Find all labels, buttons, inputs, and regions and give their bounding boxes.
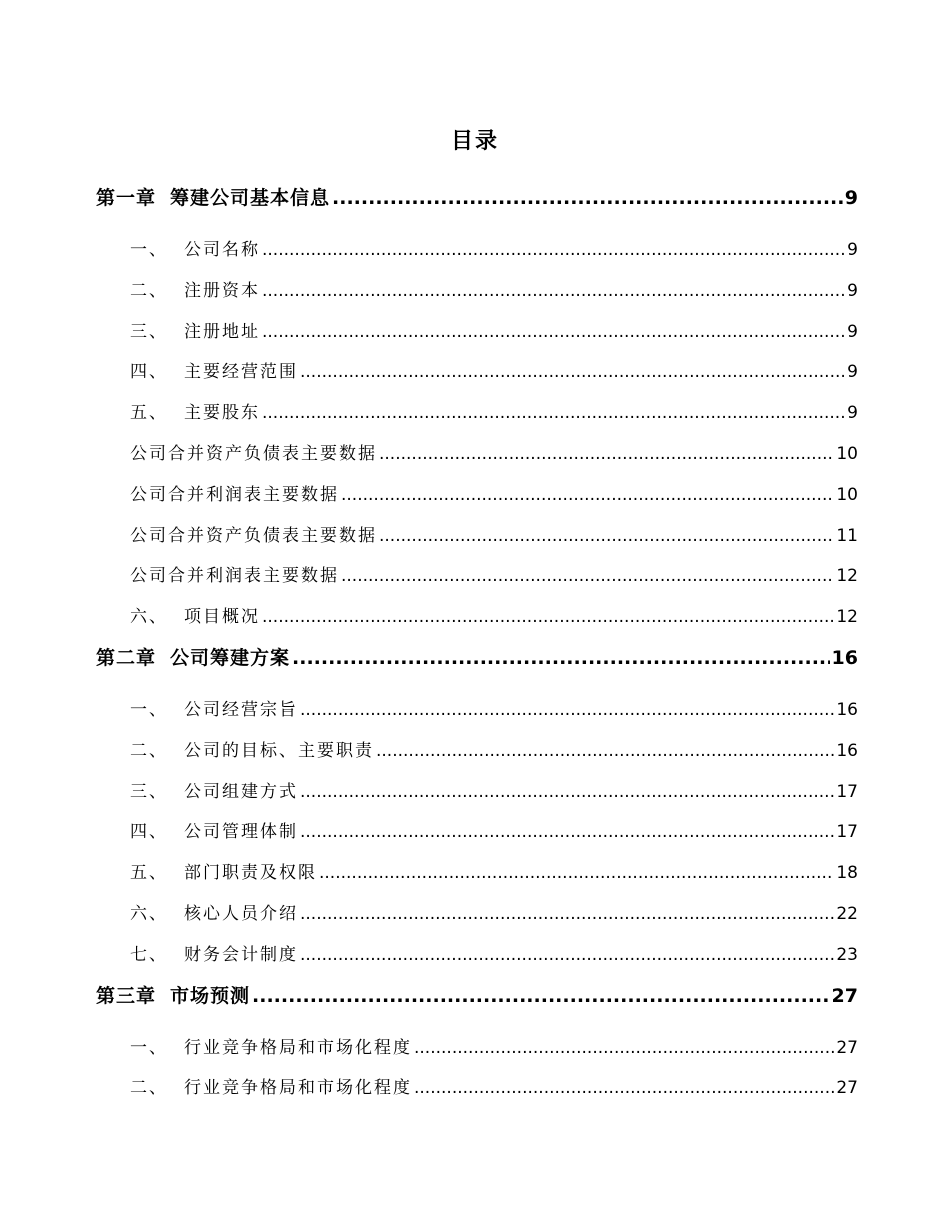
page-number: 12 <box>836 607 858 628</box>
page-number: 18 <box>836 863 858 884</box>
dot-leader <box>262 312 845 353</box>
section-number: 七、 <box>130 944 168 965</box>
chapter-number: 第一章 <box>96 187 157 209</box>
section-title: 财务会计制度 <box>184 944 298 965</box>
toc-section-entry[interactable] <box>96 434 858 475</box>
dot-leader <box>262 271 845 312</box>
toc-entry-label <box>130 772 298 813</box>
section-number: 六、 <box>130 903 168 924</box>
toc-entry-label <box>130 312 260 353</box>
section-number: 二、 <box>130 740 168 761</box>
page-number: 10 <box>836 443 858 464</box>
section-number: 二、 <box>130 280 168 301</box>
section-title: 公司合并资产负债表主要数据 <box>130 443 377 464</box>
toc-section-entry[interactable] <box>96 731 858 772</box>
toc-section-entry[interactable] <box>96 772 858 813</box>
page-number: 9 <box>847 280 858 301</box>
section-number: 五、 <box>130 403 168 424</box>
toc-chapter-entry[interactable] <box>96 178 858 218</box>
toc-entry-label <box>130 894 298 935</box>
page-number: 22 <box>836 903 858 924</box>
page-number: 16 <box>831 646 858 669</box>
toc-section-entry[interactable] <box>96 352 858 393</box>
toc-entry-label <box>96 178 330 218</box>
section-number: 二、 <box>130 1078 168 1099</box>
toc-entry-label <box>130 516 377 557</box>
page-number: 16 <box>836 699 858 720</box>
toc-section-entry[interactable] <box>96 312 858 353</box>
dot-leader <box>300 935 834 976</box>
toc-section-entry[interactable] <box>96 1028 858 1069</box>
toc-section-entry[interactable] <box>96 230 858 271</box>
toc-entry-label <box>130 475 339 516</box>
toc-entry-label <box>130 812 298 853</box>
toc-section-entry[interactable] <box>96 556 858 597</box>
toc-entry-label <box>130 853 317 894</box>
page-number: 12 <box>836 566 858 587</box>
toc-section-entry[interactable] <box>96 475 858 516</box>
page-number: 9 <box>844 187 858 209</box>
section-title: 公司合并利润表主要数据 <box>130 566 339 587</box>
dot-leader <box>300 352 845 393</box>
dot-leader <box>379 516 834 557</box>
page-number: 9 <box>847 321 858 342</box>
dot-leader <box>262 230 845 271</box>
section-title: 部门职责及权限 <box>184 863 317 884</box>
section-title: 行业竞争格局和市场化程度 <box>184 1078 412 1099</box>
dot-leader <box>379 434 834 475</box>
section-number: 三、 <box>130 321 168 342</box>
page-number: 11 <box>836 525 858 546</box>
dot-leader <box>292 638 830 678</box>
toc-entry-label <box>130 731 374 772</box>
toc-entry-label <box>130 690 298 731</box>
section-number: 六、 <box>130 607 168 628</box>
page-number: 27 <box>836 1037 858 1058</box>
chapter-title: 市场预测 <box>170 984 251 1007</box>
dot-leader <box>341 556 834 597</box>
dot-leader <box>252 976 830 1016</box>
section-number: 三、 <box>130 781 168 802</box>
section-title: 公司名称 <box>184 240 260 260</box>
page-number: 27 <box>836 1078 858 1099</box>
toc-entry-label <box>96 638 290 678</box>
toc-chapter-entry[interactable] <box>96 638 858 678</box>
page-number: 16 <box>836 740 858 761</box>
toc-entry-label <box>130 434 377 475</box>
toc-entry-label <box>130 393 260 434</box>
section-number: 五、 <box>130 863 168 884</box>
page-number: 9 <box>847 240 858 260</box>
section-title: 注册资本 <box>184 280 260 301</box>
toc-section-entry[interactable] <box>96 690 858 731</box>
table-of-contents <box>96 178 858 1109</box>
section-title: 核心人员介绍 <box>184 903 298 924</box>
dot-leader <box>300 812 834 853</box>
dot-leader <box>319 853 834 894</box>
section-title: 项目概况 <box>184 607 260 628</box>
dot-leader <box>414 1028 834 1069</box>
chapter-number: 第三章 <box>96 984 157 1007</box>
toc-section-entry[interactable] <box>96 597 858 638</box>
toc-section-entry[interactable] <box>96 516 858 557</box>
page-number: 23 <box>836 944 858 965</box>
toc-section-entry[interactable] <box>96 271 858 312</box>
section-title: 公司合并利润表主要数据 <box>130 484 339 505</box>
chapter-title: 公司筹建方案 <box>170 646 291 669</box>
dot-leader <box>341 475 834 516</box>
page-number: 9 <box>847 403 858 424</box>
section-number: 一、 <box>130 240 168 260</box>
section-title: 公司的目标、主要职责 <box>184 740 374 761</box>
toc-entry-label <box>130 1028 412 1069</box>
page-number: 9 <box>847 362 858 383</box>
toc-section-entry[interactable] <box>96 853 858 894</box>
section-number: 一、 <box>130 1037 168 1058</box>
toc-title: 目录 <box>450 129 499 154</box>
dot-leader <box>300 894 834 935</box>
section-title: 主要经营范围 <box>184 362 298 383</box>
chapter-number: 第二章 <box>96 646 157 669</box>
dot-leader <box>300 690 834 731</box>
section-number: 四、 <box>130 822 168 843</box>
dot-leader <box>414 1068 834 1109</box>
toc-entry-label <box>130 1068 412 1109</box>
section-title: 公司管理体制 <box>184 822 298 843</box>
toc-entry-label <box>96 976 250 1016</box>
section-number: 四、 <box>130 362 168 383</box>
toc-section-entry[interactable] <box>96 935 858 976</box>
dot-leader <box>332 178 843 218</box>
toc-entry-label <box>130 556 339 597</box>
section-title: 公司经营宗旨 <box>184 699 298 720</box>
page-number: 27 <box>831 984 858 1007</box>
page-number: 10 <box>836 484 858 505</box>
toc-section-entry[interactable] <box>96 812 858 853</box>
toc-entry-label <box>130 271 260 312</box>
toc-chapter-entry[interactable] <box>96 976 858 1016</box>
section-title: 公司组建方式 <box>184 781 298 802</box>
section-title: 行业竞争格局和市场化程度 <box>184 1037 412 1058</box>
toc-entry-label <box>130 597 260 638</box>
toc-entry-label <box>130 935 298 976</box>
section-title: 注册地址 <box>184 321 260 342</box>
section-title: 主要股东 <box>184 403 260 424</box>
toc-entry-label <box>130 352 298 393</box>
chapter-title: 筹建公司基本信息 <box>170 187 331 209</box>
toc-section-entry[interactable] <box>96 393 858 434</box>
section-title: 公司合并资产负债表主要数据 <box>130 525 377 546</box>
dot-leader <box>262 597 834 638</box>
dot-leader <box>300 772 834 813</box>
dot-leader <box>376 731 834 772</box>
section-number: 一、 <box>130 699 168 720</box>
dot-leader <box>262 393 845 434</box>
page-number: 17 <box>836 781 858 802</box>
page-number: 17 <box>836 822 858 843</box>
toc-section-entry[interactable] <box>96 1068 858 1109</box>
toc-section-entry[interactable] <box>96 894 858 935</box>
toc-entry-label <box>130 230 260 271</box>
